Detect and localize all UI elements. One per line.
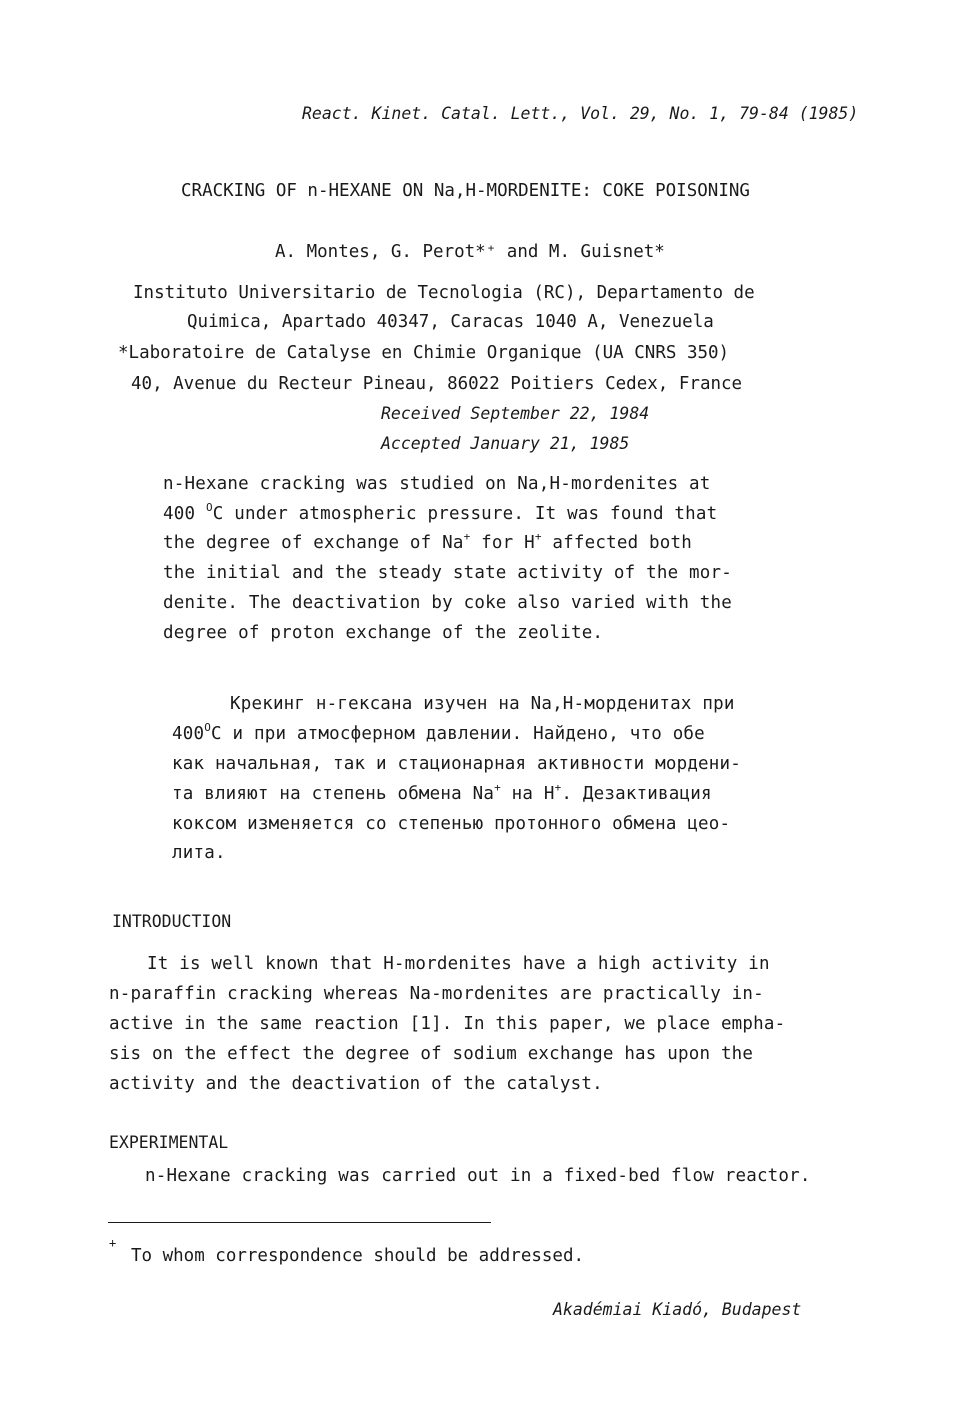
text-span: for H bbox=[470, 533, 535, 553]
text-span: на H bbox=[500, 784, 555, 804]
affiliation-line: Instituto Universitario de Tecnologia (RC), Departamento de bbox=[133, 283, 755, 303]
body-line: n-Hexane cracking was carried out in a fixed-bed flow reactor. bbox=[145, 1166, 811, 1186]
body-line: sis on the effect the degree of sodium exchange has upon the bbox=[109, 1044, 754, 1064]
abstract-line: the initial and the steady state activity of the mor- bbox=[163, 563, 733, 583]
accepted-date: Accepted January 21, 1985 bbox=[381, 434, 630, 453]
text-span: 400 bbox=[172, 724, 205, 744]
superscript: + bbox=[554, 781, 562, 794]
body-line: It is well known that H-mordenites have a high activity in bbox=[147, 954, 770, 974]
abstract-line bbox=[163, 530, 692, 553]
section-heading-experimental: EXPERIMENTAL bbox=[109, 1133, 229, 1152]
affiliation-line: Quimica, Apartado 40347, Caracas 1040 A, Venezuela bbox=[187, 312, 714, 332]
abstract-line: degree of proton exchange of the zeolite. bbox=[163, 623, 604, 643]
text-span: the degree of exchange of Na bbox=[163, 533, 464, 553]
text-span: 400 bbox=[163, 504, 206, 524]
abstract-line: коксом изменяется со степенью протонного обмена цео- bbox=[172, 814, 731, 834]
abstract-line: лита. bbox=[172, 843, 226, 863]
affiliation-line: 40, Avenue du Recteur Pineau, 86022 Poitiers Cedex, France bbox=[131, 374, 743, 394]
superscript: + bbox=[494, 781, 501, 794]
text-span: C и при атмосферном давлении. Найдено, что обе bbox=[211, 724, 705, 744]
section-heading-introduction: INTRODUCTION bbox=[112, 912, 232, 931]
text-span: та влияют на степень обмена Na bbox=[172, 784, 495, 804]
abstract-line bbox=[163, 501, 718, 524]
superscript: + bbox=[463, 530, 471, 543]
abstract-line bbox=[172, 781, 712, 804]
text-span: . Дезактивация bbox=[561, 784, 712, 804]
text-span: C under atmospheric pressure. It was found that bbox=[212, 504, 718, 524]
footnote-text: To whom correspondence should be addressed. bbox=[131, 1246, 585, 1266]
abstract-line: denite. The deactivation by coke also varied with the bbox=[163, 593, 733, 613]
abstract-line: n-Hexane cracking was studied on Na,H-mordenites at bbox=[163, 474, 711, 494]
publisher-imprint: Akadémiai Kiadó, Budapest bbox=[553, 1300, 802, 1319]
authors: A. Montes, G. Perot*⁺ and M. Guisnet* bbox=[275, 242, 665, 262]
abstract-line bbox=[172, 721, 705, 744]
body-line: n-paraffin cracking whereas Na-mordenites are practically in- bbox=[109, 984, 764, 1004]
text-span: affected both bbox=[541, 533, 692, 553]
body-line: active in the same reaction [1]. In this paper, we place empha- bbox=[109, 1014, 786, 1034]
received-date: Received September 22, 1984 bbox=[381, 404, 650, 423]
superscript: O bbox=[204, 721, 212, 734]
affiliation-line: *Laboratoire de Catalyse en Chimie Organique (UA CNRS 350) bbox=[118, 343, 730, 363]
abstract-line: как начальная, так и стационарная активности мордени- bbox=[172, 754, 742, 774]
paper-title: CRACKING OF n-HEXANE ON Na,H-MORDENITE: COKE POISONING bbox=[181, 181, 750, 201]
journal-citation: React. Kinet. Catal. Lett., Vol. 29, No. 1, 79-84 (1985) bbox=[302, 104, 859, 123]
footnote-mark: + bbox=[109, 1236, 117, 1250]
body-line: activity and the deactivation of the catalyst. bbox=[109, 1074, 603, 1094]
abstract-line: Крекинг н-гексана изучен на Na,H-морденитах при bbox=[230, 694, 735, 714]
superscript: + bbox=[534, 530, 542, 543]
footnote-rule bbox=[108, 1222, 491, 1223]
superscript: O bbox=[205, 501, 213, 514]
